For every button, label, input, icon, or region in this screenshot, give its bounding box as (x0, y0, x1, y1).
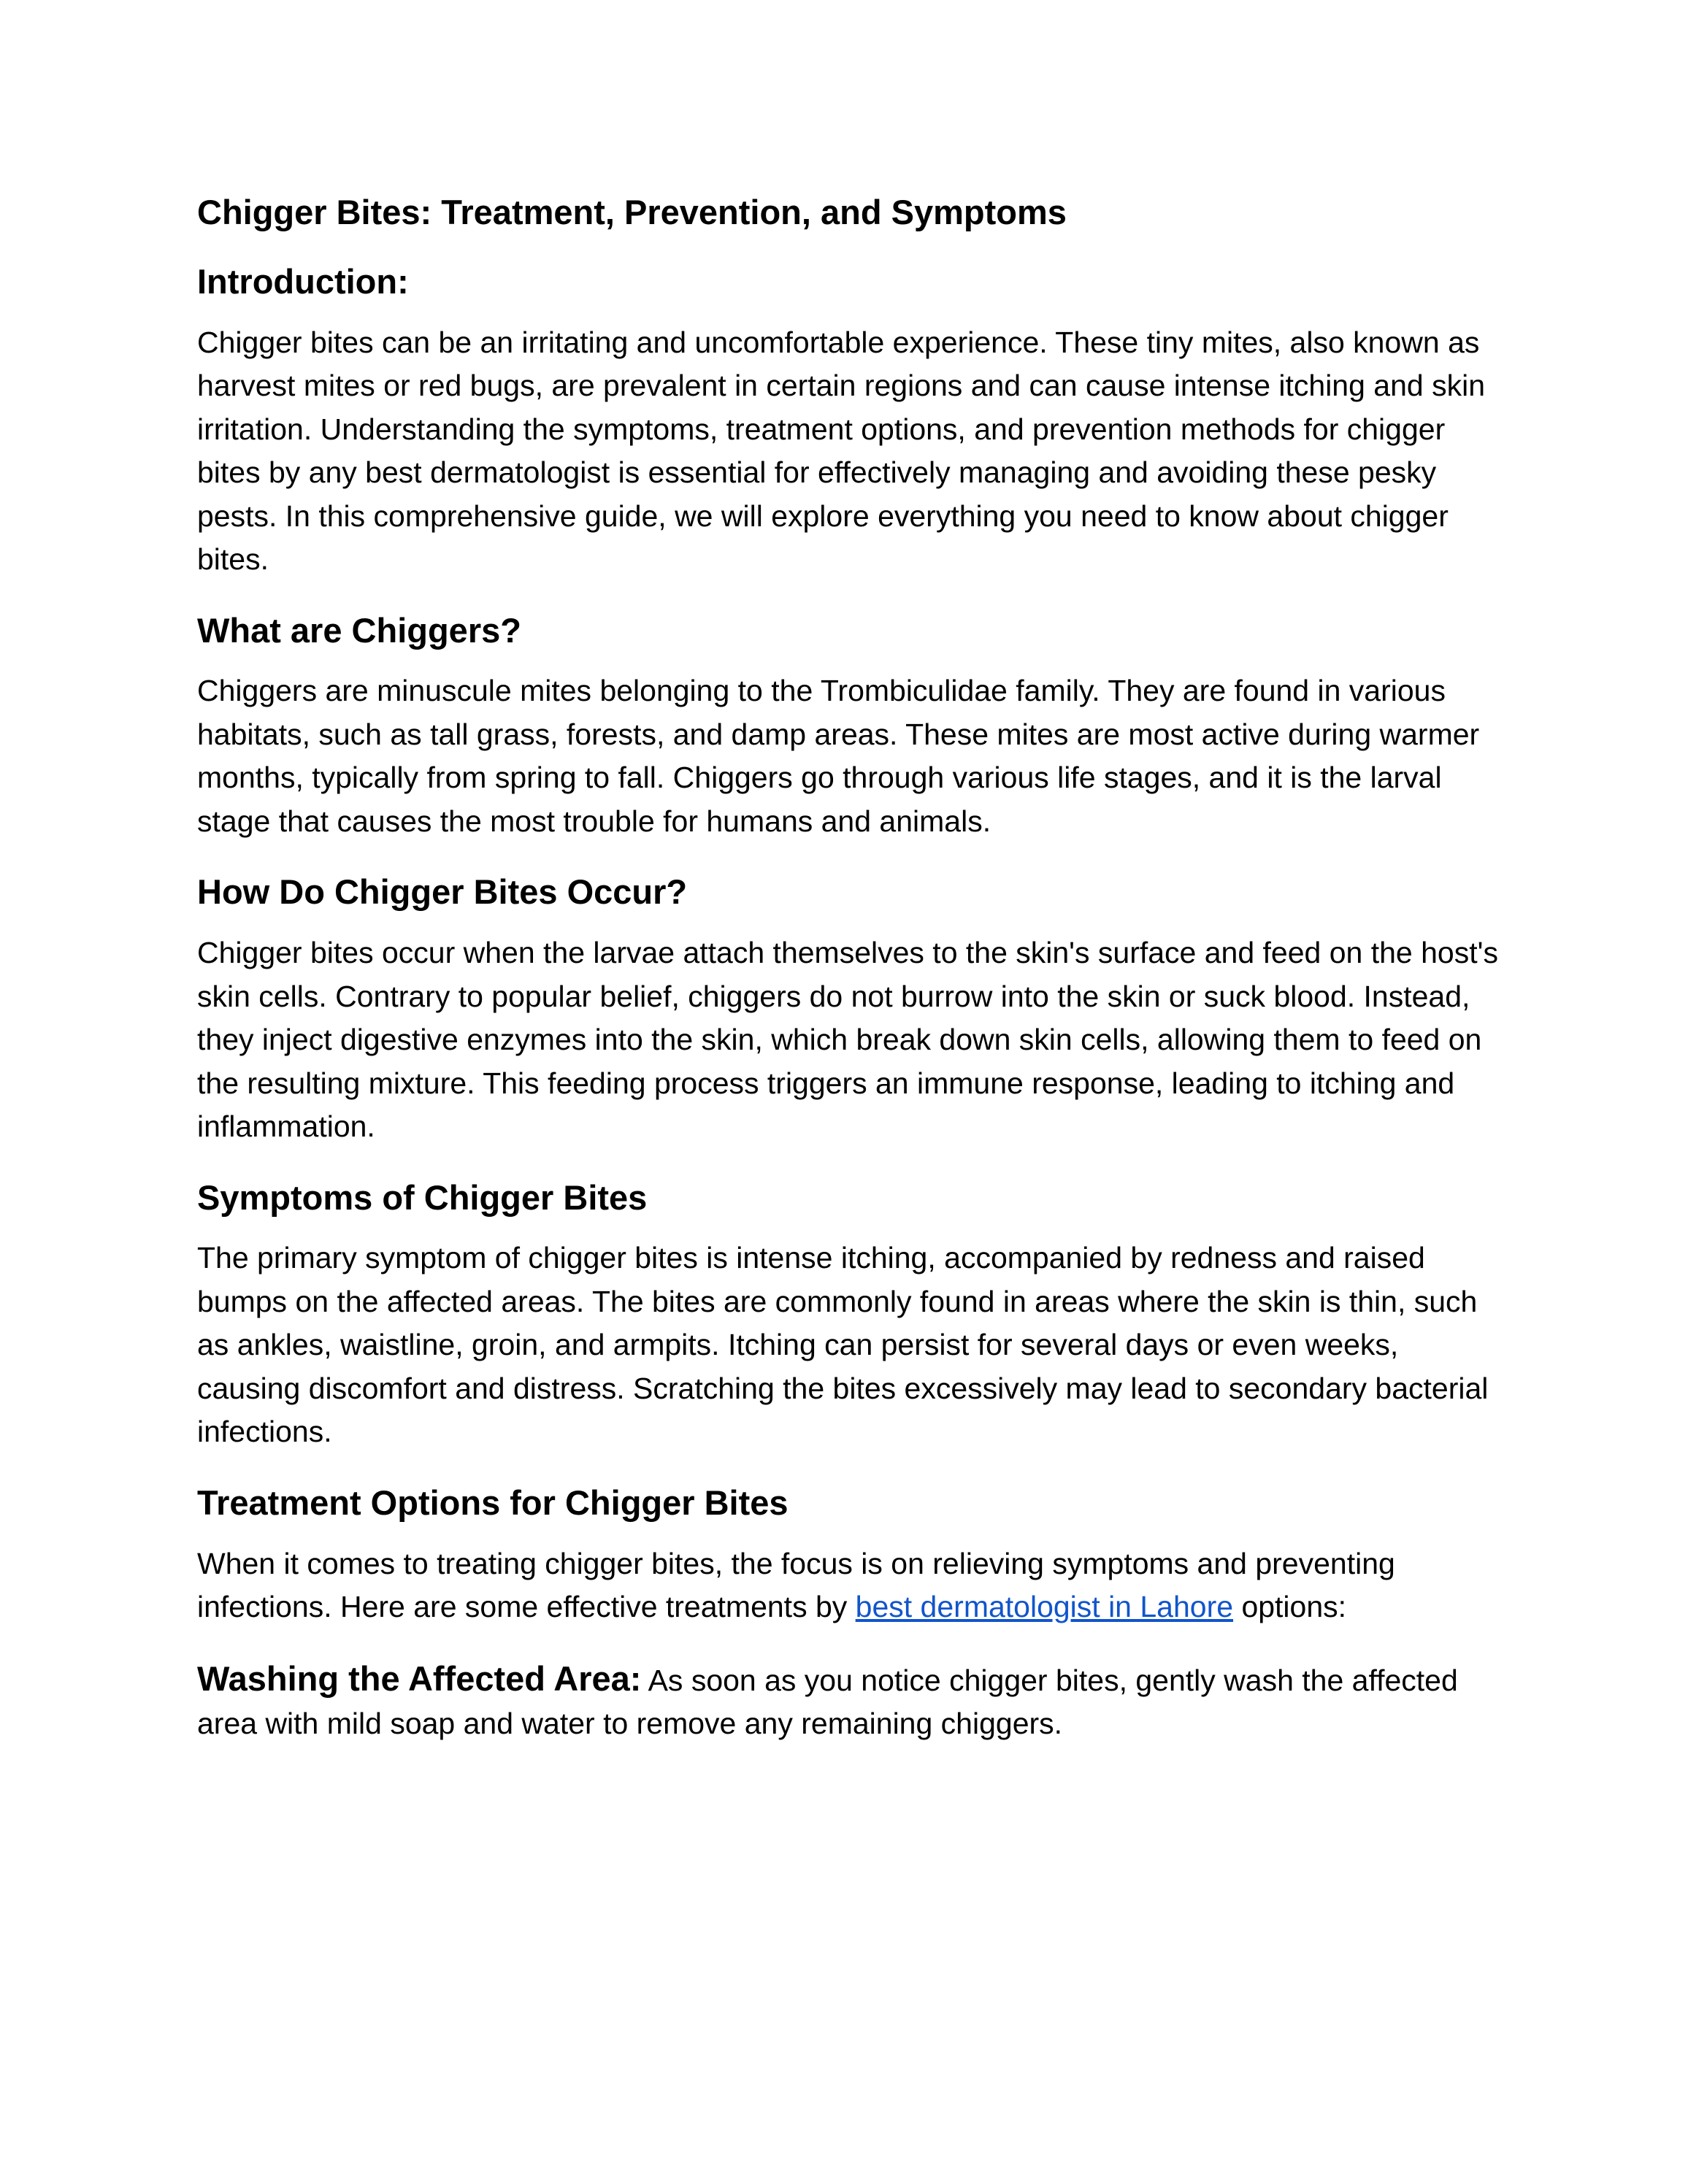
treatment-heading: Treatment Options for Chigger Bites (197, 1483, 789, 1522)
washing-section (197, 1657, 1504, 1746)
treatment-text-after-link: options: (1233, 1590, 1347, 1623)
washing-inline-heading: Washing the Affected Area: (197, 1658, 642, 1698)
what-are-chiggers-section (197, 610, 1504, 844)
what-are-chiggers-paragraph: Chiggers are minuscule mites belonging to the Trombiculidae family. They are found in various habitats, such as tall grass, forests, and damp areas. These mites are most active during warmer months, typically from spring to fall. Chiggers go through various life stages, and it is the larval stage that causes the most trouble for humans and animals. (197, 674, 1480, 838)
dermatologist-lahore-link[interactable]: best dermatologist in Lahore (855, 1590, 1234, 1623)
how-bites-occur-paragraph: Chigger bites occur when the larvae attach themselves to the skin's surface and feed on the host's skin cells. Contrary to popular belief, chiggers do not burrow into the skin or suck blood. Instead, they inject digestive enzymes into the skin, which break down skin cells, allowing them to feed on the resulting mixture. This feeding process triggers an immune response, leading to itching and inflammation. (197, 936, 1498, 1143)
introduction-paragraph: Chigger bites can be an irritating and uncomfortable experience. These tiny mites, also known as harvest mites or red bugs, are prevalent in certain regions and can cause intense itching and skin irritation. Understanding the symptoms, treatment options, and prevention methods for chigger bites by any best dermatologist is essential for effectively managing and avoiding these pesky pests. In this comprehensive guide, we will explore everything you need to know about chigger bites. (197, 325, 1486, 576)
introduction-heading: Introduction: (197, 261, 409, 301)
treatment-section (197, 1482, 1504, 1629)
symptoms-section (197, 1177, 1504, 1454)
how-bites-occur-heading: How Do Chigger Bites Occur? (197, 872, 688, 912)
treatment-paragraph (197, 1542, 1504, 1629)
what-are-chiggers-heading: What are Chiggers? (197, 610, 521, 650)
treatment-text-before-link: When it comes to treating chigger bites, the focus is on relieving symptoms and preventing infections. Here are some effective treatments by (197, 1546, 1395, 1623)
symptoms-paragraph: The primary symptom of chigger bites is intense itching, accompanied by redness and raised bumps on the affected areas. The bites are commonly found in areas where the skin is thin, such as ankles, waistline, groin, and armpits. Itching can persist for several days or even weeks, causing discomfort and distress. Scratching the bites excessively may lead to secondary bacterial infections. (197, 1241, 1489, 1449)
how-bites-occur-section (197, 871, 1504, 1148)
symptoms-heading: Symptoms of Chigger Bites (197, 1177, 648, 1217)
washing-text: As soon as you notice chigger bites, gently wash the affected area with mild soap and water to remove any remaining chiggers. (197, 1663, 1458, 1740)
document-body (197, 191, 1504, 1774)
washing-paragraph (197, 1657, 1504, 1746)
document-title: Chigger Bites: Treatment, Prevention, and Symptoms (197, 193, 1067, 231)
introduction-section (197, 261, 1504, 582)
